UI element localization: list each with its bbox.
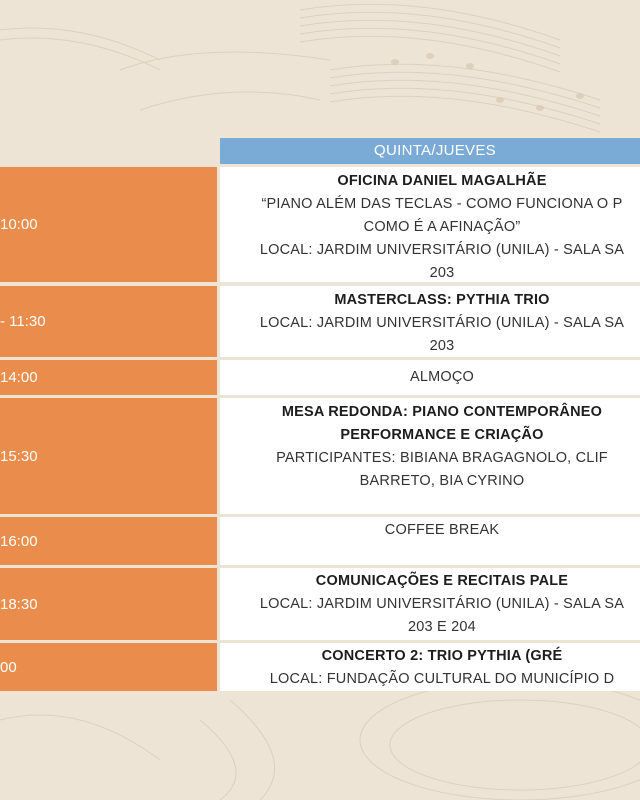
time-cell [0, 568, 217, 640]
time-cell [0, 167, 217, 282]
event-title: COMUNICAÇÕES E RECITAIS PALE [315, 573, 569, 589]
event-title: OFICINA DANIEL MAGALHÃE [337, 173, 547, 189]
time-cell [0, 643, 217, 691]
event-title: MASTERCLASS: PYTHIA TRIO [334, 292, 550, 308]
event-line: LOCAL: JARDIM UNIVERSITÁRIO (UNILA) - SALA SA [259, 315, 625, 331]
event-line: 203 E 204 [408, 619, 476, 635]
time-label: 14:00 [0, 369, 38, 386]
time-label: 18:30 [0, 595, 38, 613]
time-label: 00 [0, 658, 17, 676]
event-cell [220, 643, 640, 691]
time-cell [0, 286, 217, 357]
event-line: PARTICIPANTES: BIBIANA BRAGAGNOLO, CLIF [276, 450, 608, 466]
event-line: LOCAL: JARDIM UNIVERSITÁRIO (UNILA) - SALA SA [259, 242, 625, 258]
event-cell [220, 568, 640, 640]
time-cell [0, 398, 217, 514]
time-cell [0, 360, 217, 395]
time-label: 15:30 [0, 447, 38, 465]
event-line: COFFEE BREAK [384, 522, 500, 538]
day-header: QUINTA/JUEVES [220, 138, 640, 164]
event-line: COMO É A AFINAÇÃO” [363, 219, 521, 235]
event-cell [220, 286, 640, 357]
event-title-line-2: PERFORMANCE E CRIAÇÃO [340, 427, 544, 443]
time-cell [0, 517, 217, 565]
time-label: 16:00 [0, 532, 38, 550]
event-cell [220, 360, 640, 395]
event-line: “PIANO ALÉM DAS TECLAS - COMO FUNCIONA O P [261, 196, 623, 212]
event-line: 203 [429, 338, 455, 354]
event-line: LOCAL: JARDIM UNIVERSITÁRIO (UNILA) - SALA SA [259, 596, 625, 612]
event-line: 203 [429, 265, 455, 281]
event-title: MESA REDONDA: PIANO CONTEMPORÂNEO [281, 404, 603, 420]
event-cell [220, 167, 640, 282]
event-title: CONCERTO 2: TRIO PYTHIA (GRÉ [321, 648, 563, 664]
time-label: 10:00 [0, 216, 38, 233]
time-label: - 11:30 [0, 313, 46, 330]
event-line: ALMOÇO [409, 369, 475, 385]
event-line: LOCAL: FUNDAÇÃO CULTURAL DO MUNICÍPIO D [269, 671, 615, 687]
event-line: BARRETO, BIA CYRINO [359, 473, 525, 489]
event-cell [220, 398, 640, 514]
event-cell [220, 517, 640, 565]
